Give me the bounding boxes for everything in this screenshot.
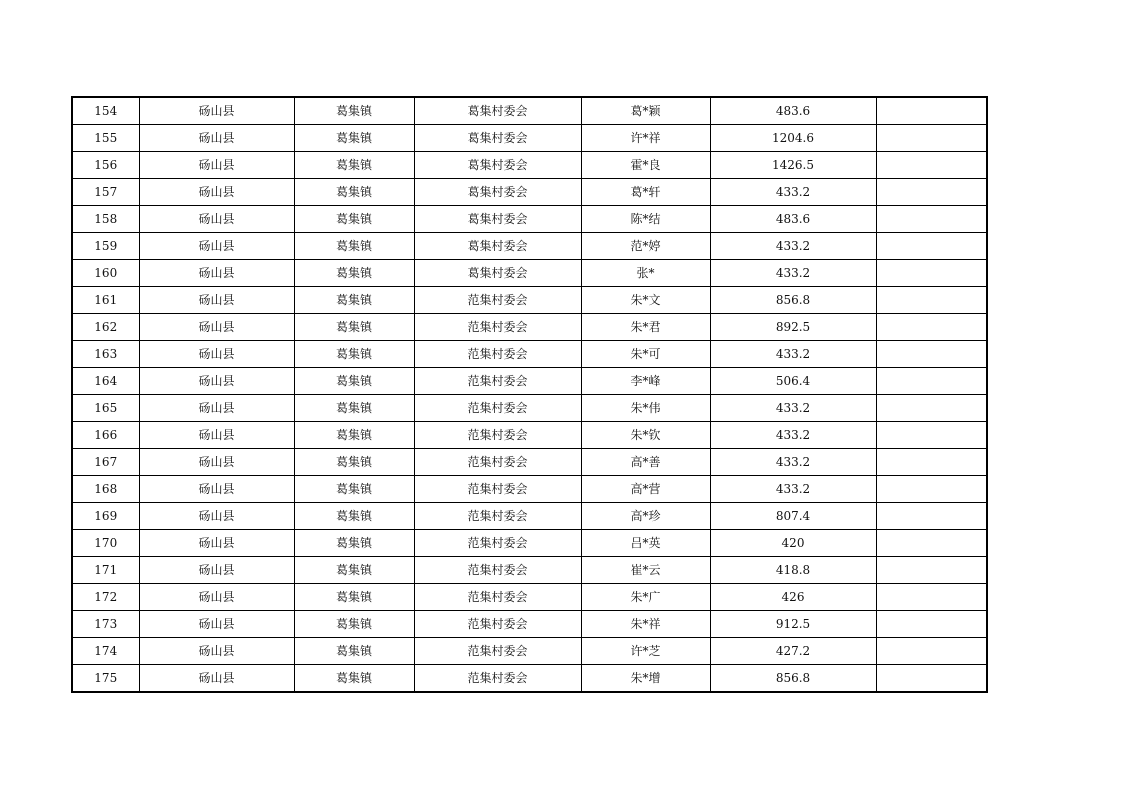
name-cell: 崔*云 — [581, 557, 710, 584]
note-cell — [876, 233, 987, 260]
name-cell: 朱*祥 — [581, 611, 710, 638]
name-cell: 高*善 — [581, 449, 710, 476]
table-row — [72, 611, 987, 638]
amount-cell: 433.2 — [710, 422, 876, 449]
county-cell: 砀山县 — [139, 476, 294, 503]
amount-cell: 433.2 — [710, 341, 876, 368]
amount-cell: 420 — [710, 530, 876, 557]
village-cell: 范集村委会 — [414, 341, 581, 368]
table-row — [72, 206, 987, 233]
note-cell — [876, 152, 987, 179]
row-number-cell: 166 — [72, 422, 139, 449]
village-cell: 范集村委会 — [414, 611, 581, 638]
town-cell: 葛集镇 — [294, 638, 414, 665]
amount-cell: 892.5 — [710, 314, 876, 341]
village-cell: 范集村委会 — [414, 368, 581, 395]
county-cell: 砀山县 — [139, 422, 294, 449]
amount-cell: 807.4 — [710, 503, 876, 530]
village-cell: 葛集村委会 — [414, 233, 581, 260]
table-row — [72, 314, 987, 341]
county-cell: 砀山县 — [139, 341, 294, 368]
name-cell: 朱*君 — [581, 314, 710, 341]
county-cell: 砀山县 — [139, 152, 294, 179]
amount-cell: 856.8 — [710, 287, 876, 314]
county-cell: 砀山县 — [139, 503, 294, 530]
table-row — [72, 449, 987, 476]
amount-cell: 418.8 — [710, 557, 876, 584]
village-cell: 葛集村委会 — [414, 179, 581, 206]
county-cell: 砀山县 — [139, 665, 294, 693]
county-cell: 砀山县 — [139, 611, 294, 638]
amount-cell: 1204.6 — [710, 125, 876, 152]
name-cell: 葛*颖 — [581, 97, 710, 125]
village-cell: 葛集村委会 — [414, 206, 581, 233]
table-row — [72, 584, 987, 611]
row-number-cell: 168 — [72, 476, 139, 503]
name-cell: 葛*轩 — [581, 179, 710, 206]
table-row — [72, 530, 987, 557]
county-cell: 砀山县 — [139, 233, 294, 260]
name-cell: 陈*结 — [581, 206, 710, 233]
note-cell — [876, 611, 987, 638]
name-cell: 许*芝 — [581, 638, 710, 665]
village-cell: 范集村委会 — [414, 503, 581, 530]
table-row — [72, 557, 987, 584]
note-cell — [876, 665, 987, 693]
row-number-cell: 154 — [72, 97, 139, 125]
village-cell: 范集村委会 — [414, 395, 581, 422]
village-cell: 范集村委会 — [414, 638, 581, 665]
town-cell: 葛集镇 — [294, 97, 414, 125]
town-cell: 葛集镇 — [294, 665, 414, 693]
county-cell: 砀山县 — [139, 449, 294, 476]
town-cell: 葛集镇 — [294, 503, 414, 530]
name-cell: 张* — [581, 260, 710, 287]
table-row — [72, 179, 987, 206]
row-number-cell: 155 — [72, 125, 139, 152]
town-cell: 葛集镇 — [294, 368, 414, 395]
table-body — [72, 97, 987, 692]
note-cell — [876, 287, 987, 314]
village-cell: 范集村委会 — [414, 665, 581, 693]
county-cell: 砀山县 — [139, 368, 294, 395]
data-table — [71, 96, 988, 693]
table-row — [72, 97, 987, 125]
amount-cell: 433.2 — [710, 260, 876, 287]
row-number-cell: 174 — [72, 638, 139, 665]
name-cell: 朱*可 — [581, 341, 710, 368]
name-cell: 朱*文 — [581, 287, 710, 314]
amount-cell: 433.2 — [710, 476, 876, 503]
table-row — [72, 152, 987, 179]
note-cell — [876, 314, 987, 341]
row-number-cell: 175 — [72, 665, 139, 693]
county-cell: 砀山县 — [139, 584, 294, 611]
note-cell — [876, 206, 987, 233]
table-row — [72, 233, 987, 260]
town-cell: 葛集镇 — [294, 449, 414, 476]
amount-cell: 483.6 — [710, 97, 876, 125]
town-cell: 葛集镇 — [294, 422, 414, 449]
village-cell: 范集村委会 — [414, 422, 581, 449]
name-cell: 吕*英 — [581, 530, 710, 557]
town-cell: 葛集镇 — [294, 152, 414, 179]
county-cell: 砀山县 — [139, 206, 294, 233]
town-cell: 葛集镇 — [294, 584, 414, 611]
name-cell: 李*峰 — [581, 368, 710, 395]
county-cell: 砀山县 — [139, 530, 294, 557]
amount-cell: 1426.5 — [710, 152, 876, 179]
table-row — [72, 476, 987, 503]
amount-cell: 433.2 — [710, 179, 876, 206]
county-cell: 砀山县 — [139, 260, 294, 287]
name-cell: 朱*伟 — [581, 395, 710, 422]
amount-cell: 506.4 — [710, 368, 876, 395]
village-cell: 范集村委会 — [414, 287, 581, 314]
row-number-cell: 170 — [72, 530, 139, 557]
town-cell: 葛集镇 — [294, 395, 414, 422]
town-cell: 葛集镇 — [294, 476, 414, 503]
amount-cell: 856.8 — [710, 665, 876, 693]
village-cell: 葛集村委会 — [414, 260, 581, 287]
town-cell: 葛集镇 — [294, 233, 414, 260]
village-cell: 葛集村委会 — [414, 152, 581, 179]
name-cell: 霍*良 — [581, 152, 710, 179]
note-cell — [876, 341, 987, 368]
row-number-cell: 158 — [72, 206, 139, 233]
row-number-cell: 160 — [72, 260, 139, 287]
note-cell — [876, 530, 987, 557]
amount-cell: 427.2 — [710, 638, 876, 665]
note-cell — [876, 125, 987, 152]
table-row — [72, 395, 987, 422]
note-cell — [876, 503, 987, 530]
note-cell — [876, 584, 987, 611]
village-cell: 范集村委会 — [414, 557, 581, 584]
note-cell — [876, 557, 987, 584]
note-cell — [876, 476, 987, 503]
data-table-sheet — [71, 96, 986, 693]
table-row — [72, 125, 987, 152]
table-row — [72, 287, 987, 314]
amount-cell: 433.2 — [710, 395, 876, 422]
row-number-cell: 172 — [72, 584, 139, 611]
note-cell — [876, 368, 987, 395]
village-cell: 范集村委会 — [414, 530, 581, 557]
village-cell: 葛集村委会 — [414, 125, 581, 152]
county-cell: 砀山县 — [139, 314, 294, 341]
row-number-cell: 159 — [72, 233, 139, 260]
name-cell: 高*珍 — [581, 503, 710, 530]
county-cell: 砀山县 — [139, 179, 294, 206]
town-cell: 葛集镇 — [294, 557, 414, 584]
name-cell: 朱*广 — [581, 584, 710, 611]
town-cell: 葛集镇 — [294, 341, 414, 368]
table-row — [72, 665, 987, 693]
town-cell: 葛集镇 — [294, 530, 414, 557]
town-cell: 葛集镇 — [294, 179, 414, 206]
town-cell: 葛集镇 — [294, 260, 414, 287]
row-number-cell: 165 — [72, 395, 139, 422]
amount-cell: 433.2 — [710, 449, 876, 476]
row-number-cell: 161 — [72, 287, 139, 314]
county-cell: 砀山县 — [139, 287, 294, 314]
note-cell — [876, 395, 987, 422]
row-number-cell: 157 — [72, 179, 139, 206]
row-number-cell: 171 — [72, 557, 139, 584]
amount-cell: 426 — [710, 584, 876, 611]
village-cell: 范集村委会 — [414, 449, 581, 476]
town-cell: 葛集镇 — [294, 611, 414, 638]
note-cell — [876, 179, 987, 206]
county-cell: 砀山县 — [139, 395, 294, 422]
county-cell: 砀山县 — [139, 638, 294, 665]
name-cell: 高*营 — [581, 476, 710, 503]
note-cell — [876, 638, 987, 665]
table-row — [72, 422, 987, 449]
table-row — [72, 260, 987, 287]
amount-cell: 912.5 — [710, 611, 876, 638]
county-cell: 砀山县 — [139, 97, 294, 125]
county-cell: 砀山县 — [139, 125, 294, 152]
row-number-cell: 167 — [72, 449, 139, 476]
table-row — [72, 638, 987, 665]
name-cell: 朱*增 — [581, 665, 710, 693]
row-number-cell: 156 — [72, 152, 139, 179]
amount-cell: 483.6 — [710, 206, 876, 233]
village-cell: 范集村委会 — [414, 584, 581, 611]
name-cell: 许*祥 — [581, 125, 710, 152]
table-row — [72, 368, 987, 395]
note-cell — [876, 260, 987, 287]
row-number-cell: 164 — [72, 368, 139, 395]
name-cell: 范*婷 — [581, 233, 710, 260]
note-cell — [876, 97, 987, 125]
note-cell — [876, 449, 987, 476]
town-cell: 葛集镇 — [294, 287, 414, 314]
row-number-cell: 162 — [72, 314, 139, 341]
row-number-cell: 169 — [72, 503, 139, 530]
town-cell: 葛集镇 — [294, 314, 414, 341]
village-cell: 范集村委会 — [414, 476, 581, 503]
note-cell — [876, 422, 987, 449]
town-cell: 葛集镇 — [294, 206, 414, 233]
table-row — [72, 503, 987, 530]
table-row — [72, 341, 987, 368]
amount-cell: 433.2 — [710, 233, 876, 260]
row-number-cell: 173 — [72, 611, 139, 638]
town-cell: 葛集镇 — [294, 125, 414, 152]
name-cell: 朱*钦 — [581, 422, 710, 449]
village-cell: 葛集村委会 — [414, 97, 581, 125]
county-cell: 砀山县 — [139, 557, 294, 584]
row-number-cell: 163 — [72, 341, 139, 368]
village-cell: 范集村委会 — [414, 314, 581, 341]
